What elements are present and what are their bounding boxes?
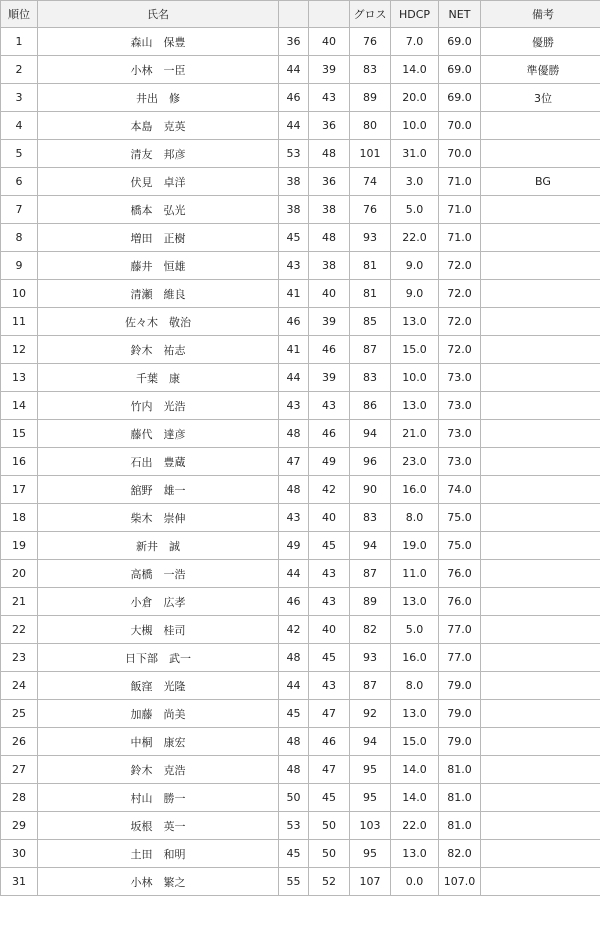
name-cell: 村山 勝一 [38,784,279,812]
table-row [1,280,600,308]
net-cell: 81.0 [439,784,481,812]
hdcp-cell: 16.0 [391,476,439,504]
table-row [1,364,600,392]
name-cell: 大槻 桂司 [38,616,279,644]
table-row [1,588,600,616]
out-score-cell: 44 [279,364,309,392]
note-cell [481,308,600,336]
net-cell: 72.0 [439,336,481,364]
in-score-cell: 43 [309,392,350,420]
in-score-cell: 40 [309,28,350,56]
hdcp-cell: 14.0 [391,56,439,84]
in-score-cell: 45 [309,784,350,812]
out-score-cell: 55 [279,868,309,896]
note-cell [481,140,600,168]
in-score-cell: 47 [309,700,350,728]
in-score-cell: 40 [309,280,350,308]
name-cell: 増田 正樹 [38,224,279,252]
gross-cell: 81 [350,280,391,308]
net-cell: 71.0 [439,168,481,196]
table-row [1,168,600,196]
in-score-cell: 52 [309,868,350,896]
name-cell: 舘野 雄一 [38,476,279,504]
hdcp-cell: 13.0 [391,392,439,420]
gross-cell: 76 [350,28,391,56]
in-score-cell: 39 [309,364,350,392]
in-score-cell: 46 [309,420,350,448]
hdcp-cell: 5.0 [391,196,439,224]
header-name: 氏名 [38,1,279,28]
out-score-cell: 45 [279,840,309,868]
hdcp-cell: 13.0 [391,700,439,728]
note-cell [481,700,600,728]
gross-cell: 93 [350,644,391,672]
in-score-cell: 48 [309,140,350,168]
gross-cell: 85 [350,308,391,336]
name-cell: 新井 誠 [38,532,279,560]
out-score-cell: 44 [279,560,309,588]
rank-cell: 10 [1,280,38,308]
table-row [1,700,600,728]
table-row [1,532,600,560]
gross-cell: 83 [350,504,391,532]
net-cell: 73.0 [439,420,481,448]
net-cell: 71.0 [439,224,481,252]
net-cell: 81.0 [439,756,481,784]
out-score-cell: 44 [279,112,309,140]
rank-cell: 22 [1,616,38,644]
name-cell: 藤代 達彦 [38,420,279,448]
rank-cell: 1 [1,28,38,56]
note-cell [481,476,600,504]
net-cell: 73.0 [439,364,481,392]
name-cell: 藤井 恒雄 [38,252,279,280]
rank-cell: 26 [1,728,38,756]
name-cell: 日下部 武一 [38,644,279,672]
rank-cell: 18 [1,504,38,532]
header-gross: グロス [350,1,391,28]
note-cell [481,280,600,308]
note-cell [481,588,600,616]
gross-cell: 94 [350,420,391,448]
net-cell: 69.0 [439,56,481,84]
in-score-cell: 49 [309,448,350,476]
table-row [1,336,600,364]
name-cell: 清瀬 維良 [38,280,279,308]
gross-cell: 80 [350,112,391,140]
hdcp-cell: 9.0 [391,280,439,308]
hdcp-cell: 8.0 [391,672,439,700]
gross-cell: 83 [350,364,391,392]
gross-cell: 74 [350,168,391,196]
note-cell [481,196,600,224]
gross-cell: 95 [350,784,391,812]
out-score-cell: 43 [279,392,309,420]
table-row [1,812,600,840]
hdcp-cell: 20.0 [391,84,439,112]
rank-cell: 9 [1,252,38,280]
in-score-cell: 36 [309,112,350,140]
table-row [1,476,600,504]
note-cell [481,812,600,840]
hdcp-cell: 14.0 [391,784,439,812]
hdcp-cell: 13.0 [391,588,439,616]
table-row [1,56,600,84]
gross-cell: 86 [350,392,391,420]
note-cell: 3位 [481,84,600,112]
table-row [1,224,600,252]
table-row [1,252,600,280]
in-score-cell: 50 [309,840,350,868]
note-cell [481,644,600,672]
in-score-cell: 47 [309,756,350,784]
name-cell: 飯窪 光隆 [38,672,279,700]
hdcp-cell: 8.0 [391,504,439,532]
rank-cell: 19 [1,532,38,560]
gross-cell: 76 [350,196,391,224]
gross-cell: 82 [350,616,391,644]
net-cell: 72.0 [439,280,481,308]
rank-cell: 4 [1,112,38,140]
hdcp-cell: 15.0 [391,336,439,364]
net-cell: 75.0 [439,504,481,532]
in-score-cell: 36 [309,168,350,196]
note-cell [481,868,600,896]
hdcp-cell: 10.0 [391,364,439,392]
out-score-cell: 44 [279,672,309,700]
hdcp-cell: 0.0 [391,868,439,896]
name-cell: 中桐 康宏 [38,728,279,756]
table-row [1,756,600,784]
gross-cell: 107 [350,868,391,896]
gross-cell: 94 [350,728,391,756]
out-score-cell: 48 [279,728,309,756]
name-cell: 石出 豊蔵 [38,448,279,476]
table-row [1,140,600,168]
rank-cell: 27 [1,756,38,784]
note-cell [481,112,600,140]
rank-cell: 8 [1,224,38,252]
gross-cell: 87 [350,336,391,364]
note-cell: BG [481,168,600,196]
note-cell [481,364,600,392]
table-row [1,196,600,224]
rank-cell: 15 [1,420,38,448]
net-cell: 75.0 [439,532,481,560]
name-cell: 鈴木 克浩 [38,756,279,784]
rank-cell: 11 [1,308,38,336]
out-score-cell: 36 [279,28,309,56]
rank-cell: 17 [1,476,38,504]
header-rank: 順位 [1,1,38,28]
gross-cell: 87 [350,672,391,700]
net-cell: 79.0 [439,728,481,756]
table-row [1,448,600,476]
hdcp-cell: 13.0 [391,840,439,868]
net-cell: 69.0 [439,84,481,112]
name-cell: 小倉 広孝 [38,588,279,616]
in-score-cell: 46 [309,336,350,364]
net-cell: 77.0 [439,644,481,672]
gross-cell: 87 [350,560,391,588]
out-score-cell: 48 [279,420,309,448]
hdcp-cell: 13.0 [391,308,439,336]
out-score-cell: 47 [279,448,309,476]
rank-cell: 5 [1,140,38,168]
name-cell: 鈴木 祐志 [38,336,279,364]
rank-cell: 12 [1,336,38,364]
rank-cell: 2 [1,56,38,84]
name-cell: 高橋 一浩 [38,560,279,588]
in-score-cell: 39 [309,308,350,336]
hdcp-cell: 3.0 [391,168,439,196]
net-cell: 71.0 [439,196,481,224]
hdcp-cell: 5.0 [391,616,439,644]
rank-cell: 13 [1,364,38,392]
table-row [1,112,600,140]
in-score-cell: 43 [309,588,350,616]
net-cell: 74.0 [439,476,481,504]
out-score-cell: 46 [279,84,309,112]
rank-cell: 29 [1,812,38,840]
note-cell [481,532,600,560]
net-cell: 70.0 [439,112,481,140]
in-score-cell: 40 [309,504,350,532]
table-row [1,784,600,812]
in-score-cell: 50 [309,812,350,840]
rank-cell: 28 [1,784,38,812]
note-cell: 準優勝 [481,56,600,84]
name-cell: 井出 修 [38,84,279,112]
out-score-cell: 45 [279,700,309,728]
hdcp-cell: 16.0 [391,644,439,672]
name-cell: 森山 保豊 [38,28,279,56]
table-row [1,392,600,420]
gross-cell: 90 [350,476,391,504]
net-cell: 72.0 [439,308,481,336]
net-cell: 76.0 [439,588,481,616]
rank-cell: 14 [1,392,38,420]
rank-cell: 31 [1,868,38,896]
rank-cell: 20 [1,560,38,588]
rank-cell: 25 [1,700,38,728]
table-row [1,672,600,700]
name-cell: 小林 一臣 [38,56,279,84]
out-score-cell: 38 [279,196,309,224]
out-score-cell: 48 [279,756,309,784]
gross-cell: 101 [350,140,391,168]
header-hdcp: HDCP [391,1,439,28]
rank-cell: 30 [1,840,38,868]
gross-cell: 89 [350,84,391,112]
table-row [1,504,600,532]
net-cell: 79.0 [439,700,481,728]
gross-cell: 81 [350,252,391,280]
in-score-cell: 43 [309,560,350,588]
net-cell: 107.0 [439,868,481,896]
out-score-cell: 41 [279,280,309,308]
table-row [1,84,600,112]
table-row [1,308,600,336]
name-cell: 加藤 尚美 [38,700,279,728]
hdcp-cell: 22.0 [391,224,439,252]
note-cell [481,448,600,476]
gross-cell: 92 [350,700,391,728]
hdcp-cell: 19.0 [391,532,439,560]
table-row [1,644,600,672]
net-cell: 77.0 [439,616,481,644]
out-score-cell: 48 [279,644,309,672]
name-cell: 竹内 光浩 [38,392,279,420]
name-cell: 千葉 康 [38,364,279,392]
out-score-cell: 53 [279,140,309,168]
name-cell: 坂根 英一 [38,812,279,840]
out-score-cell: 48 [279,476,309,504]
gross-cell: 89 [350,588,391,616]
header-out [279,1,309,28]
rank-cell: 7 [1,196,38,224]
note-cell [481,840,600,868]
gross-cell: 83 [350,56,391,84]
in-score-cell: 48 [309,224,350,252]
out-score-cell: 44 [279,56,309,84]
name-cell: 本島 克英 [38,112,279,140]
table-row [1,560,600,588]
in-score-cell: 46 [309,728,350,756]
name-cell: 清友 邦彦 [38,140,279,168]
gross-cell: 103 [350,812,391,840]
in-score-cell: 43 [309,84,350,112]
in-score-cell: 39 [309,56,350,84]
net-cell: 73.0 [439,448,481,476]
rank-cell: 23 [1,644,38,672]
name-cell: 橋本 弘光 [38,196,279,224]
hdcp-cell: 23.0 [391,448,439,476]
note-cell [481,560,600,588]
in-score-cell: 38 [309,252,350,280]
name-cell: 佐々木 敬治 [38,308,279,336]
net-cell: 72.0 [439,252,481,280]
out-score-cell: 43 [279,504,309,532]
name-cell: 伏見 卓洋 [38,168,279,196]
out-score-cell: 45 [279,224,309,252]
net-cell: 69.0 [439,28,481,56]
header-net: NET [439,1,481,28]
note-cell [481,672,600,700]
rank-cell: 3 [1,84,38,112]
hdcp-cell: 31.0 [391,140,439,168]
net-cell: 70.0 [439,140,481,168]
out-score-cell: 43 [279,252,309,280]
in-score-cell: 40 [309,616,350,644]
note-cell: 優勝 [481,28,600,56]
name-cell: 柴木 崇伸 [38,504,279,532]
note-cell [481,504,600,532]
hdcp-cell: 11.0 [391,560,439,588]
hdcp-cell: 9.0 [391,252,439,280]
hdcp-cell: 7.0 [391,28,439,56]
out-score-cell: 49 [279,532,309,560]
name-cell: 土田 和明 [38,840,279,868]
hdcp-cell: 22.0 [391,812,439,840]
out-score-cell: 46 [279,308,309,336]
net-cell: 82.0 [439,840,481,868]
table-row [1,840,600,868]
note-cell [481,784,600,812]
in-score-cell: 38 [309,196,350,224]
gross-cell: 93 [350,224,391,252]
out-score-cell: 50 [279,784,309,812]
rank-cell: 6 [1,168,38,196]
header-in [309,1,350,28]
hdcp-cell: 15.0 [391,728,439,756]
table-row [1,420,600,448]
note-cell [481,224,600,252]
note-cell [481,728,600,756]
in-score-cell: 45 [309,644,350,672]
note-cell [481,616,600,644]
table-row [1,616,600,644]
table-row [1,28,600,56]
out-score-cell: 42 [279,616,309,644]
out-score-cell: 41 [279,336,309,364]
net-cell: 79.0 [439,672,481,700]
rank-cell: 24 [1,672,38,700]
note-cell [481,336,600,364]
note-cell [481,392,600,420]
net-cell: 76.0 [439,560,481,588]
header-note: 備考 [481,1,600,28]
name-cell: 小林 繁之 [38,868,279,896]
rank-cell: 21 [1,588,38,616]
gross-cell: 95 [350,756,391,784]
net-cell: 73.0 [439,392,481,420]
out-score-cell: 38 [279,168,309,196]
table-row [1,868,600,896]
hdcp-cell: 21.0 [391,420,439,448]
note-cell [481,756,600,784]
table-row [1,728,600,756]
hdcp-cell: 14.0 [391,756,439,784]
note-cell [481,420,600,448]
net-cell: 81.0 [439,812,481,840]
gross-cell: 95 [350,840,391,868]
in-score-cell: 42 [309,476,350,504]
note-cell [481,252,600,280]
in-score-cell: 43 [309,672,350,700]
header-row [1,1,600,28]
hdcp-cell: 10.0 [391,112,439,140]
out-score-cell: 53 [279,812,309,840]
rank-cell: 16 [1,448,38,476]
in-score-cell: 45 [309,532,350,560]
gross-cell: 94 [350,532,391,560]
out-score-cell: 46 [279,588,309,616]
gross-cell: 96 [350,448,391,476]
